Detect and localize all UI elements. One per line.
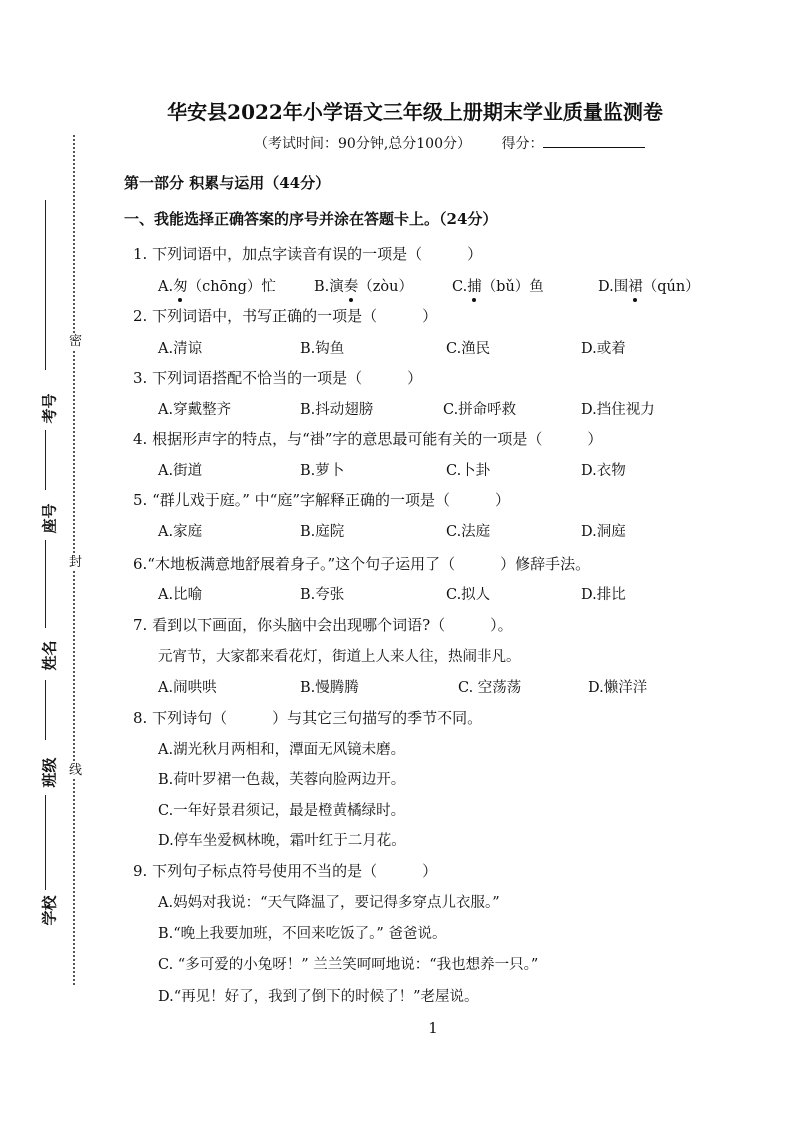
question-7-option-b[interactable]: B.慢腾腾 [300, 680, 359, 696]
seal-char-xian: 线 [69, 763, 83, 778]
score-label: 得分： [501, 136, 544, 152]
question-9-option-d[interactable]: D.“再见！好了，我到了倒下的时候了！”老屋说。 [158, 989, 479, 1005]
question-1-option-a[interactable]: A.匆（chōng）忙 [158, 275, 276, 296]
question-6-stem: 6.“木地板满意地舒展着身子。”这个句子运用了（ ）修辞手法。 [133, 555, 591, 573]
question-1-stem: 1. 下列词语中，加点字读音有误的一项是（ ） [133, 245, 483, 263]
question-9-option-b[interactable]: B.“晚上我要加班，不回来吃饭了。” 爸爸说。 [158, 926, 447, 942]
question-2-option-d[interactable]: D.或着 [581, 341, 626, 357]
name-line[interactable] [45, 540, 46, 628]
question-1-option-d[interactable]: D.围裙（qún） [598, 275, 700, 296]
question-2-stem: 2. 下列词语中，书写正确的一项是（ ） [133, 307, 438, 325]
name-label: 姓名 [40, 640, 59, 671]
question-7-option-d[interactable]: D.懒洋洋 [588, 680, 648, 696]
question-6-option-b[interactable]: B.夸张 [300, 587, 345, 603]
question-9-stem: 9. 下列句子标点符号使用不当的是（ ） [133, 862, 438, 880]
question-4-option-d[interactable]: D.衣物 [581, 463, 626, 479]
seat-number-label: 座号 [40, 503, 59, 534]
question-8-option-d[interactable]: D.停车坐爱枫林晚，霜叶红于二月花。 [158, 833, 406, 849]
question-7-option-c[interactable]: C. 空荡荡 [458, 680, 522, 696]
question-8-option-a[interactable]: A.湖光秋月两相和，潭面无风镜未磨。 [158, 742, 406, 758]
exam-info: （考试时间：90分钟,总分100分） [254, 136, 471, 152]
question-6-option-d[interactable]: D.排比 [581, 587, 626, 603]
question-3-option-d[interactable]: D.挡住视力 [581, 402, 655, 418]
page-number: 1 [428, 1019, 438, 1037]
question-9-option-c[interactable]: C. “多可爱的小兔呀！” 兰兰笑呵呵地说：“我也想养一只。” [158, 957, 539, 973]
question-4-option-a[interactable]: A.街道 [158, 463, 203, 479]
question-5-option-a[interactable]: A.家庭 [158, 524, 203, 540]
question-5-option-c[interactable]: C.法庭 [446, 524, 491, 540]
seal-char-mi: 密 [69, 334, 83, 349]
question-7-stem: 7. 看到以下画面，你头脑中会出现哪个词语?（ ）。 [133, 616, 513, 634]
exam-title: 华安县2022年小学语文三年级上册期末学业质量监测卷 [167, 100, 663, 124]
question-2-option-a[interactable]: A.清谅 [158, 341, 203, 357]
question-9-option-a[interactable]: A.妈妈对我说：“天气降温了，要记得多穿点儿衣服。” [158, 895, 500, 911]
score-blank[interactable] [543, 133, 645, 148]
seat-number-line[interactable] [45, 430, 46, 490]
question-5-option-d[interactable]: D.洞庭 [581, 524, 626, 540]
question-8-option-c[interactable]: C.一年好景君须记，最是橙黄橘绿时。 [158, 803, 406, 819]
question-6-option-a[interactable]: A.比喻 [158, 587, 203, 603]
school-label: 学校 [40, 895, 59, 926]
question-3-option-c[interactable]: C.拼命呼救 [443, 402, 517, 418]
question-6-option-c[interactable]: C.拟人 [446, 587, 491, 603]
question-1-option-c[interactable]: C.捕（bǔ）鱼 [452, 275, 544, 296]
question-3-option-b[interactable]: B.抖动翅膀 [300, 402, 374, 418]
part-heading: 第一部分 积累与运用（44分） [124, 174, 331, 192]
question-5-option-b[interactable]: B.庭院 [300, 524, 345, 540]
exam-info-row [254, 133, 645, 153]
exam-number-label: 考号 [40, 393, 59, 424]
question-3-option-a[interactable]: A.穿戴整齐 [158, 402, 232, 418]
question-8-stem: 8. 下列诗句（ ）与其它三句描写的季节不同。 [133, 709, 483, 727]
question-4-option-b[interactable]: B.萝卜 [300, 463, 345, 479]
exam-number-line[interactable] [45, 200, 46, 370]
class-label: 班级 [40, 757, 59, 788]
question-3-stem: 3. 下列词语搭配不恰当的一项是（ ） [133, 369, 423, 387]
question-7-option-a[interactable]: A.闹哄哄 [158, 680, 217, 696]
class-line[interactable] [45, 680, 46, 740]
question-1-option-b[interactable]: B.演奏（zòu） [314, 275, 413, 296]
school-line[interactable] [45, 795, 46, 890]
question-8-option-b[interactable]: B.荷叶罗裙一色裁，芙蓉向脸两边开。 [158, 772, 406, 788]
question-2-option-b[interactable]: B.钩鱼 [300, 341, 345, 357]
question-5-stem: 5. “群儿戏于庭。” 中“庭”字解释正确的一项是（ ） [133, 491, 511, 509]
seal-char-feng: 封 [69, 555, 83, 570]
section-heading: 一、我能选择正确答案的序号并涂在答题卡上。（24分） [124, 210, 498, 228]
question-2-option-c[interactable]: C.渔民 [446, 341, 491, 357]
question-7-context: 元宵节，大家都来看花灯，街道上人来人往，热闹非凡。 [158, 649, 521, 665]
question-4-option-c[interactable]: C.卜卦 [446, 463, 491, 479]
question-4-stem: 4. 根据形声字的特点，与“褂”字的意思最可能有关的一项是（ ） [133, 430, 603, 448]
